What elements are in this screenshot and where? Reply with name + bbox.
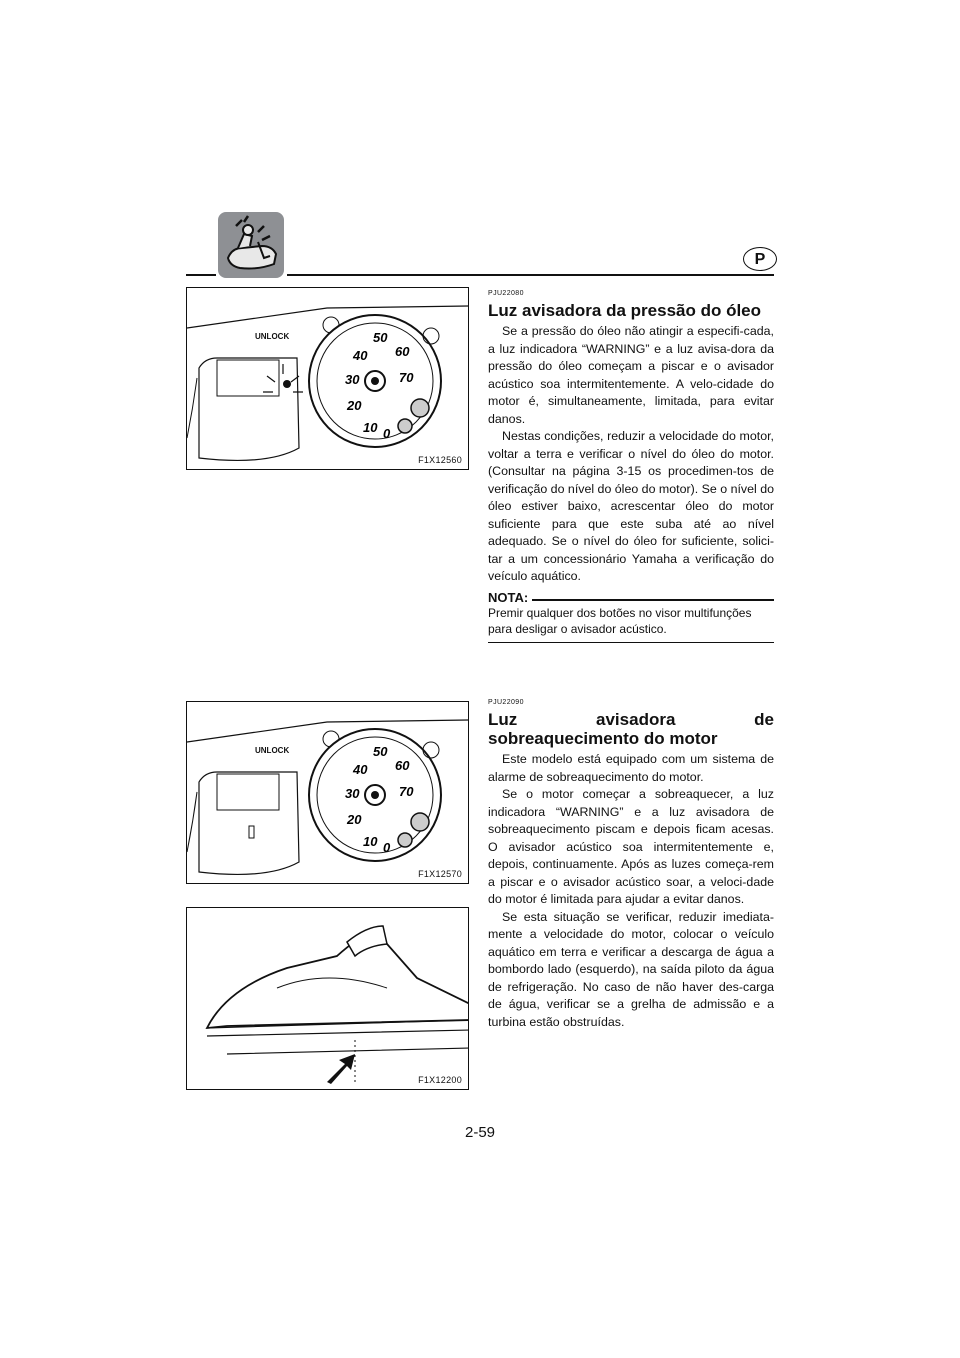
section-code: PJU22080: [488, 290, 524, 297]
svg-text:10: 10: [363, 420, 378, 435]
svg-text:60: 60: [395, 344, 410, 359]
section-oil-pressure: [488, 290, 774, 643]
page-number: 2-59: [464, 1124, 496, 1141]
svg-text:30: 30: [345, 372, 360, 387]
paragraph: Se a pressão do óleo não atingir a especifi-cada, a luz indicadora “WARNING” e a luz avisa-dora da pressão do óleo começam a piscar e o avisador acústico soa intermitentemente. A velo-cidade do motor é, simultaneamente, limitada, para evitar danos.: [488, 324, 774, 426]
note-end-rule: [488, 642, 774, 644]
paragraph: Este modelo está equipado com um sistema de alarme de sobreaquecimento do motor.: [488, 752, 774, 784]
paragraph: Se o motor começar a sobreaquecer, a luz indicadora “WARNING” e a luz avisadora de sobreaquecimento piscam e depois ficam acesas. O avisador acústico soa intermitentemente e, depois, continuamente. Após as luzes começa-rem a piscar e o avisador acústico soar, a veloci-dade do motor é limitada para ajudar a evitar danos.: [488, 787, 774, 906]
section-title: Luz avisadora da pressão do óleo: [488, 301, 762, 320]
unlock-label: UNLOCK: [255, 332, 290, 341]
note-heading: [488, 590, 774, 605]
note-label: NOTA:: [488, 589, 529, 605]
figure-code: F1X12570: [418, 869, 462, 879]
svg-text:50: 50: [373, 330, 388, 345]
section-title: Luz avisadora de sobreaquecimento do motor: [488, 710, 774, 748]
section-overheat: [488, 699, 774, 1031]
svg-text:30: 30: [345, 786, 360, 801]
note-text: Premir qualquer dos botões no visor multifunções para desligar o avisador acústico.: [488, 605, 752, 636]
figure-watercraft: [186, 907, 469, 1090]
language-badge: P: [743, 247, 777, 271]
header-rule-left: [186, 274, 216, 276]
figure-dashboard-overheat: [186, 701, 469, 884]
svg-text:0: 0: [383, 426, 391, 441]
note-rule: [532, 599, 774, 601]
unlock-label: UNLOCK: [255, 746, 290, 755]
svg-text:70: 70: [399, 370, 414, 385]
svg-text:20: 20: [347, 812, 362, 827]
svg-text:40: 40: [353, 762, 368, 777]
svg-text:20: 20: [347, 398, 362, 413]
header-rule-right: [287, 274, 774, 276]
svg-text:60: 60: [395, 758, 410, 773]
svg-text:0: 0: [383, 840, 391, 855]
paragraph: Se esta situação se verificar, reduzir imediata-mente a velocidade do motor, colocar o veículo aquático em terra e verificar a descarga de água a bombordo lado (esquerdo), na saída piloto da água de refrigeração. No caso de não haver des-carga de água, verificar se a grelha de admissão e a turbina estão obstruídas.: [488, 909, 774, 1029]
section-code: PJU22090: [488, 699, 524, 706]
watercraft-rider-icon: [218, 212, 284, 278]
svg-text:70: 70: [399, 784, 414, 799]
paragraph: Nestas condições, reduzir a velocidade do motor, voltar a terra e verificar o nível do óleo do motor. (Consultar na página 3-15 os procedimen-tos de verificação do nível do óleo do motor). Se o nível do óleo estiver baixo, acrescentar óleo do motor suficiente para que este suba até ao nível adequado. Se o nível do óleo for suficiente, solici-tar a um concessionário Yamaha a verificação do veículo aquático.: [488, 429, 774, 583]
svg-text:10: 10: [363, 834, 378, 849]
figure-code: F1X12200: [418, 1075, 462, 1085]
figure-code: F1X12560: [418, 455, 462, 465]
svg-text:40: 40: [353, 348, 368, 363]
figure-dashboard-oil: [186, 287, 469, 470]
svg-text:50: 50: [373, 744, 388, 759]
